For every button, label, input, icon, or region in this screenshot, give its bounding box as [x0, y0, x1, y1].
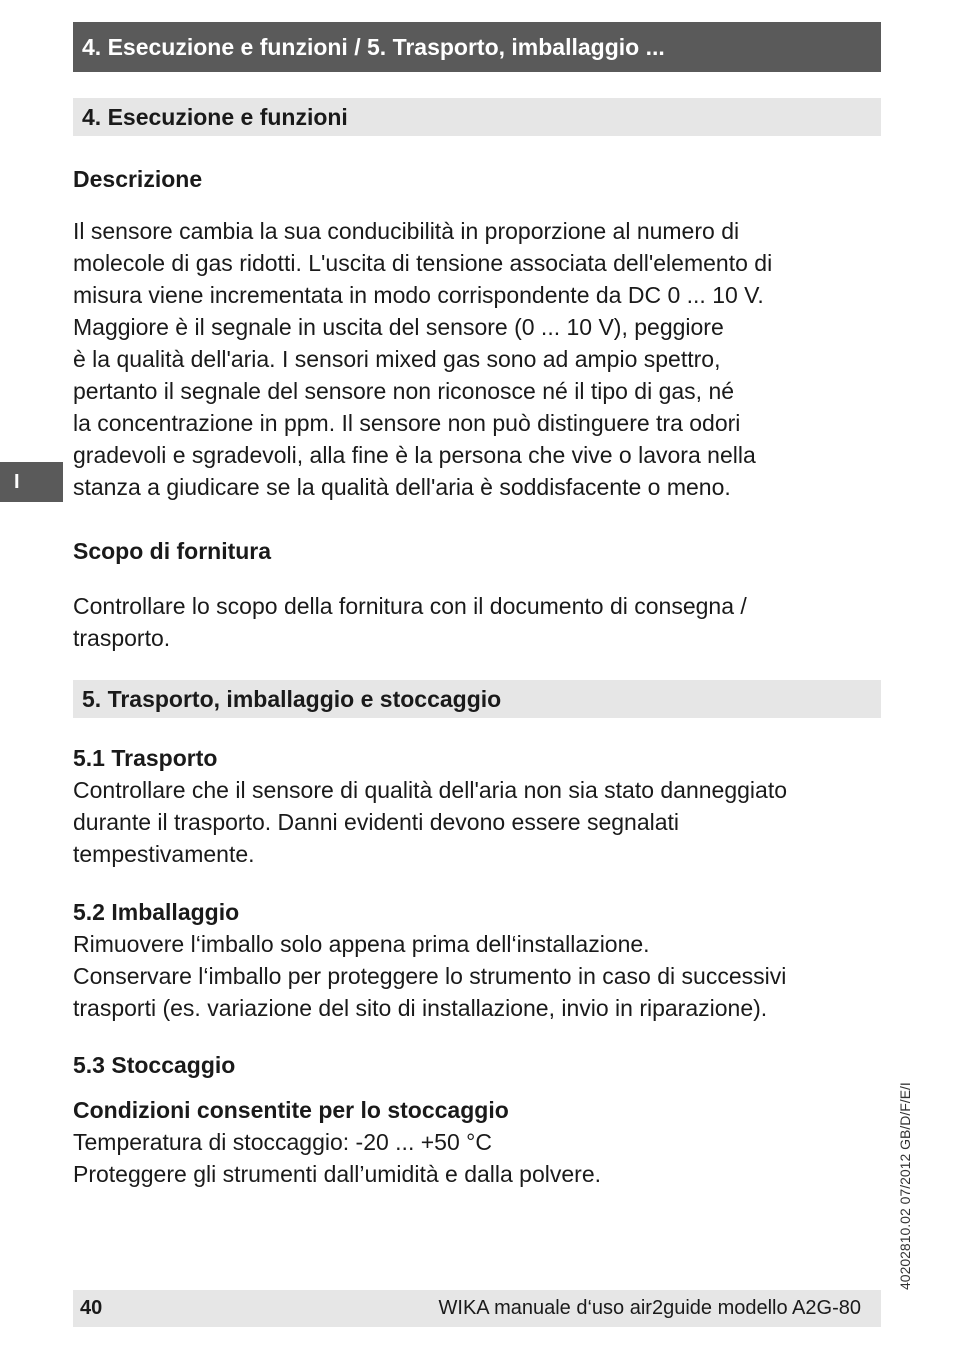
body-line: Conservare l‘imballo per proteggere lo strumento in caso di successivi	[73, 963, 787, 989]
scopo-heading: Scopo di fornitura	[73, 538, 272, 564]
body-line: Controllare lo scopo della fornitura con il documento di consegna /	[73, 593, 747, 619]
stoccaggio-subheading: Condizioni consentite per lo stoccaggio	[73, 1097, 509, 1123]
section-title-4: 4. Esecuzione e funzioni	[73, 98, 881, 136]
body-line: stanza a giudicare se la qualità dell'aria è soddisfacente o meno.	[73, 474, 731, 500]
footer-text: WIKA manuale d‘uso air2guide modello A2G-80	[438, 1297, 861, 1319]
document-code: 40202810.02 07/2012 GB/D/F/E/I	[897, 1082, 913, 1290]
body-line: Rimuovere l‘imballo solo appena prima dell‘installazione.	[73, 931, 650, 957]
stoccaggio-body	[73, 1126, 601, 1190]
descrizione-body	[73, 215, 772, 503]
body-line: molecole di gas ridotti. L'uscita di tensione associata dell'elemento di	[73, 250, 773, 276]
body-line: Il sensore cambia la sua conducibilità in proporzione al numero di	[73, 218, 740, 244]
language-tab: I	[0, 462, 63, 502]
section-title-5: 5. Trasporto, imballaggio e stoccaggio	[73, 680, 881, 718]
descrizione-heading: Descrizione	[73, 166, 203, 192]
body-line: trasporto.	[73, 625, 171, 651]
body-line: durante il trasporto. Danni evidenti devono essere segnalati	[73, 809, 680, 835]
body-line: Controllare che il sensore di qualità dell'aria non sia stato danneggiato	[73, 777, 788, 803]
body-line: Temperatura di stoccaggio: -20 ... +50 °C	[73, 1129, 492, 1155]
trasporto-body	[73, 774, 787, 870]
body-line: Proteggere gli strumenti dall’umidità e dalla polvere.	[73, 1161, 602, 1187]
scopo-body	[73, 590, 747, 654]
body-line: gradevoli e sgradevoli, alla fine è la persona che vive o lavora nella	[73, 442, 756, 468]
body-line: tempestivamente.	[73, 841, 255, 867]
body-line: la concentrazione in ppm. Il sensore non può distinguere tra odori	[73, 410, 741, 436]
body-line: è la qualità dell'aria. I sensori mixed gas sono ad ampio spettro,	[73, 346, 721, 372]
page-footer	[73, 1290, 881, 1327]
body-line: Maggiore è il segnale in uscita del sensore (0 ... 10 V), peggiore	[73, 314, 724, 340]
stoccaggio-heading: 5.3 Stoccaggio	[73, 1052, 236, 1078]
chapter-header: 4. Esecuzione e funzioni / 5. Trasporto, imballaggio ...	[73, 22, 881, 72]
trasporto-heading: 5.1 Trasporto	[73, 745, 218, 771]
body-line: trasporti (es. variazione del sito di installazione, invio in riparazione).	[73, 995, 768, 1021]
body-line: pertanto il segnale del sensore non riconosce né il tipo di gas, né	[73, 378, 735, 404]
body-line: misura viene incrementata in modo corrispondente da DC 0 ... 10 V.	[73, 282, 764, 308]
imballaggio-body	[73, 928, 786, 1024]
page-number: 40	[80, 1297, 103, 1319]
imballaggio-heading: 5.2 Imballaggio	[73, 899, 240, 925]
